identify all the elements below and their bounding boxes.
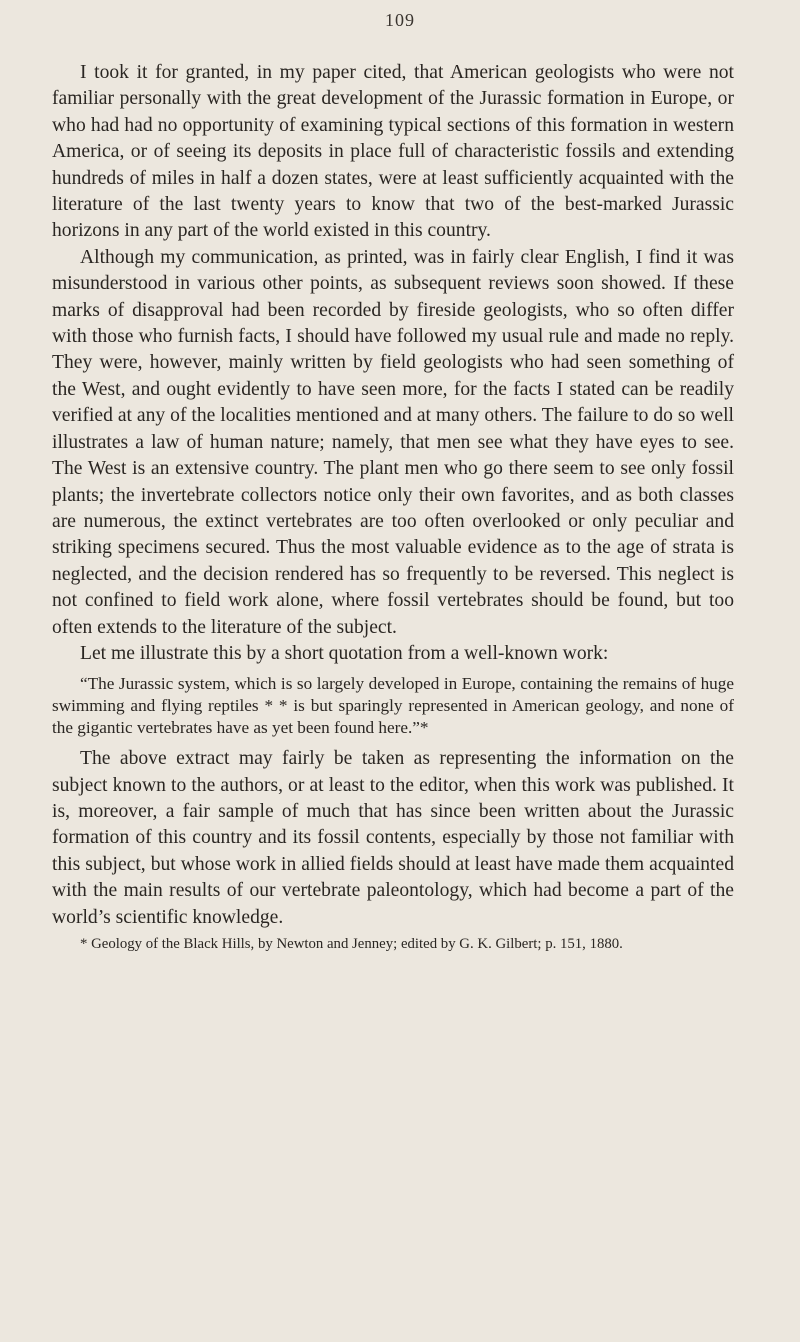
- page-number: 109: [385, 10, 415, 30]
- footnote: * Geology of the Black Hills, by Newton and Jenney; edited by G. K. Gilbert; p. 151, 1880.: [80, 935, 623, 952]
- block-quote: “The Jurassic system, which is so largely developed in Europe, containing the remains of huge swimming and flying reptiles * * is but sparingly represented in American geology, and none of the gigantic vertebrates have as yet been found here.”*: [52, 674, 734, 737]
- body-text: [52, 42, 734, 953]
- paragraph-jurassic-horizons: I took it for granted, in my paper cited, that American geologists who were not familiar personally with the great development of the Jurassic formation in Europe, or who had had no opportunity of examining typical sections of this formation in western America, or of seeing its deposits in place full of characteristic fossils and extending hundreds of miles in half a dozen states, were at least sufficiently acquainted with the literature of the last twenty years to know that two of the best-marked Jurassic horizons in any part of the world existed in this country.: [52, 62, 734, 242]
- paragraph-above-extract: The above extract may fairly be taken as representing the information on the subject known to the authors, or at least to the editor, when this work was published. It is, moreover, a fair sample of much that has since been written about the Jurassic formation of this country and its fossil contents, especially by those not familiar with this subject, but whose work in allied fields should at least have made them acquainted with the main results of our vertebrate paleontology, which had become a part of the world’s scientific knowledge.: [52, 748, 734, 928]
- paragraph-quotation-intro: Let me illustrate this by a short quotation from a well-known work:: [80, 642, 609, 664]
- paragraph-misunderstood: Although my communication, as printed, was in fairly clear English, I find it was misunderstood in various other points, as subsequent reviews soon showed. If these marks of disapproval had been recorded by fireside geologists, who so often differ with those who furnish facts, I should have followed my usual rule and made no reply. They were, however, mainly written by field geologists who had seen something of the West, and ought evidently to have seen more, for the facts I stated can be readily verified at any of the localities mentioned and at many others. The failure to do so well illustrates a law of human nature; namely, that men see what they have eyes to see. The West is an extensive country. The plant men who go there seem to see only fossil plants; the invertebrate collectors notice only their own favorites, and as both classes are numerous, the extinct vertebrates are too often overlooked or only peculiar and striking specimens secured. Thus the most valuable evidence as to the age of strata is neglected, and the decision rendered has so frequently to be reversed. This neglect is not confined to field work alone, where fossil vertebrates should be found, but too often extends to the literature of the subject.: [52, 246, 734, 638]
